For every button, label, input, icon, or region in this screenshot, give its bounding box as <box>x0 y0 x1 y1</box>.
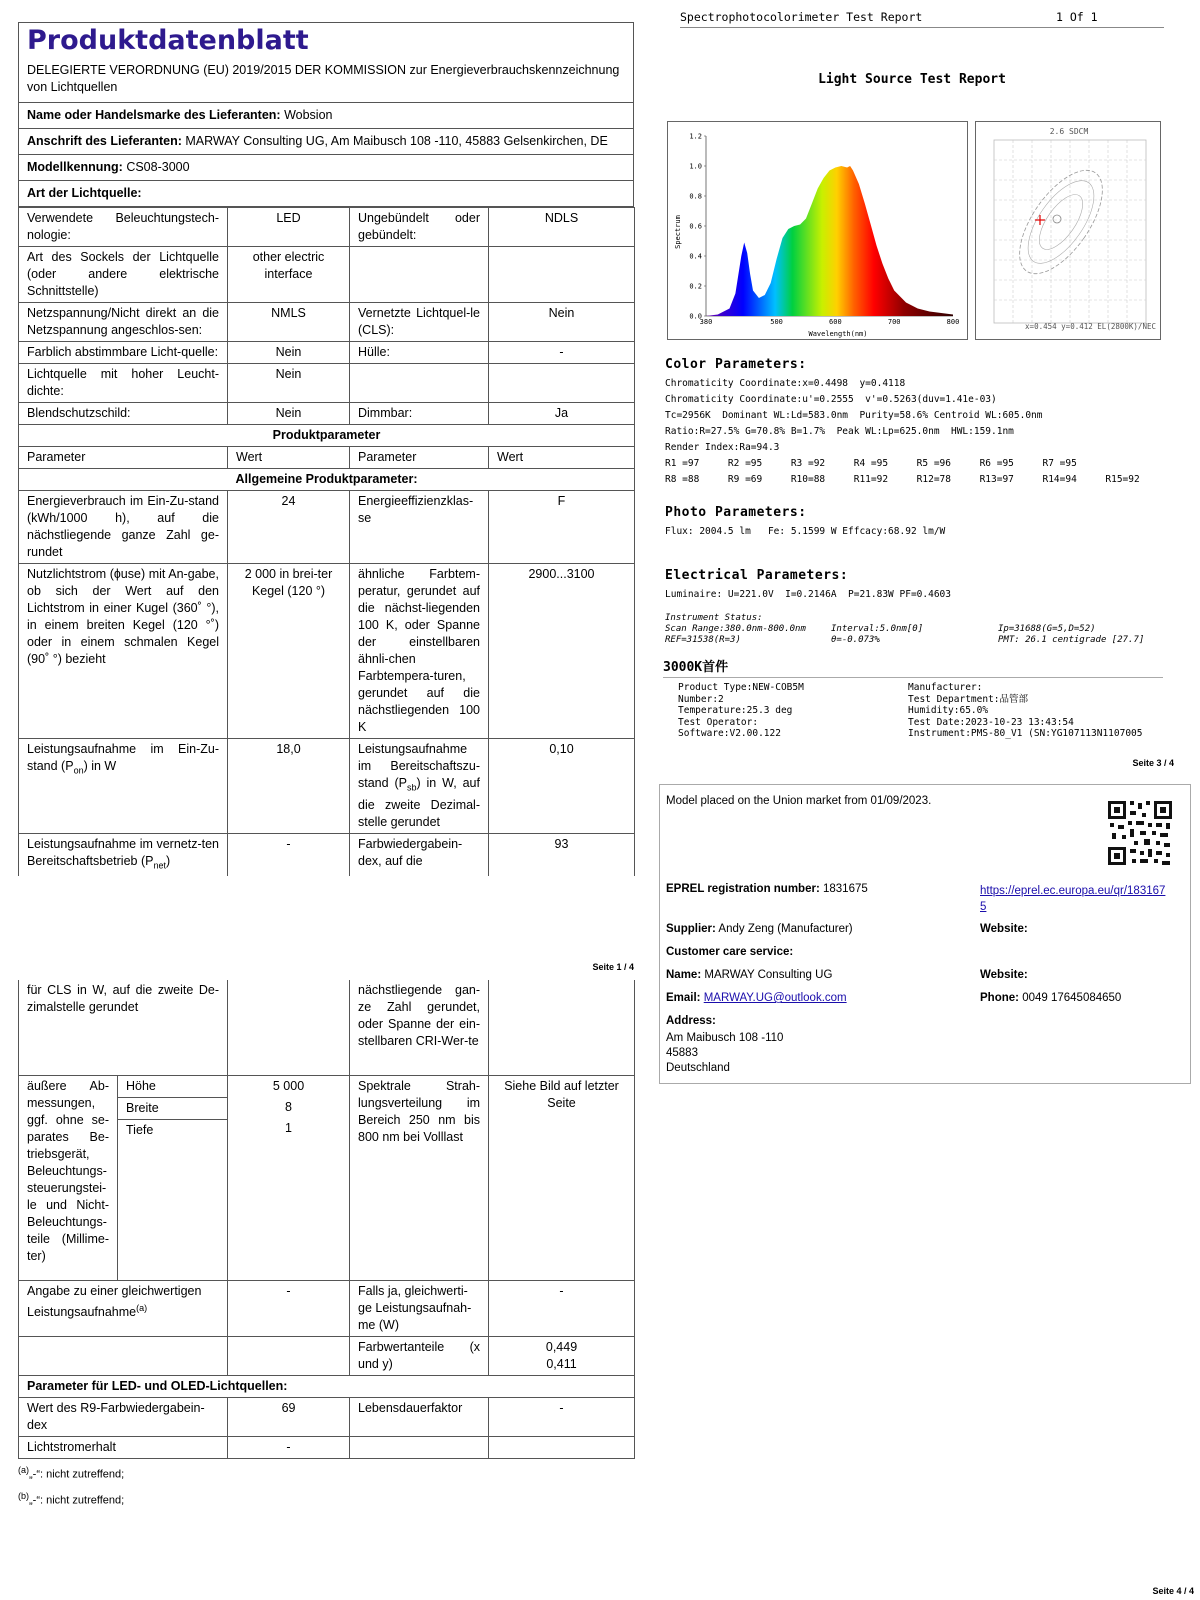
lightsource-value: Nein <box>489 303 635 342</box>
datasheet-table-2 <box>18 980 635 1459</box>
lightsource-label: Netzspannung/Nicht direkt an die Netzspannung angeschlos-sen: <box>19 303 228 342</box>
dim-breite-label: Breite <box>118 1098 227 1120</box>
flux-maint-label: Lichtstromerhalt <box>19 1436 228 1458</box>
lightsource-label: Ungebündelt oder gebündelt: <box>350 208 489 247</box>
lightsource-value <box>489 247 635 303</box>
model-label: Modellkennung: <box>27 160 123 174</box>
column-header-row <box>19 447 635 469</box>
general-param-label: Nutzlichtstrom (ɸuse) mit An-gabe, ob sich der Wert auf den Lichtstrom in einer Kugel (360˚ °), in einem breiten Kegel (120 °˚) oder in einem schmalen Kegel (90˚ °) bezieht <box>19 564 228 739</box>
led-params-header: Parameter für LED- und OLED-Lichtquellen: <box>19 1375 635 1397</box>
lightsource-row <box>19 364 635 403</box>
general-param-row <box>19 564 635 739</box>
datasheet-header-box <box>18 22 634 207</box>
footnote-b: $^{(b)}$„-“: nicht zutreffend; <box>18 1491 125 1507</box>
eprel-address-label: Address: <box>666 1015 716 1027</box>
x-tick-label: 380 <box>699 318 713 326</box>
address-label: Anschrift des Lieferanten: <box>27 134 182 148</box>
equiv-row <box>19 1280 635 1336</box>
sdcm-label: 2.6 SDCM <box>1049 127 1089 136</box>
instrument-col1: Instrument Status: Scan Range:380.0nm-800.0nm REF=31538(R=3) <box>665 613 806 645</box>
page-number-1: Seite 1 / 4 <box>592 962 634 972</box>
general-param-label: Energieeffizienzklas-se <box>350 491 489 564</box>
model-row <box>19 154 633 180</box>
footnote-a: $^{(a)}$„-“: nicht zutreffend; <box>18 1464 125 1481</box>
page-number-3: Seite 3 / 4 <box>1132 758 1174 768</box>
dimension-label: äußere Ab-messungen, ggf. ohne se-parates Be-triebsgerät, Beleuchtungs-steuerungstei-le und Nicht-Beleuchtungs-teile (Millime-ter) <box>19 1075 118 1280</box>
color-param-line: Chromaticity Coordinate:x=0.4498 y=0.4118 <box>665 378 906 389</box>
eprel-name: Name: MARWAY Consulting UG <box>666 969 833 981</box>
model-value: CS08-3000 <box>126 160 190 174</box>
y-tick-label: 1.2 <box>689 132 702 141</box>
pon-value: 18,0 <box>228 739 350 834</box>
eprel-reg: EPREL registration number: 1831675 <box>666 883 868 895</box>
r9-label: Wert des R9-Farbwiedergabein-dex <box>19 1397 228 1436</box>
col-wert-1: Wert <box>228 447 350 469</box>
r9-value: 69 <box>228 1397 350 1436</box>
report-header <box>680 10 1164 28</box>
spectrum-ylabel: Spectrum <box>674 215 682 249</box>
lightsource-value: Nein <box>228 342 350 364</box>
datasheet-subtitle: DELEGIERTE VERORDNUNG (EU) 2019/2015 DER KOMMISSION zur Energieverbrauchskennzeichnung von Lichtquellen <box>27 63 620 94</box>
eprel-email: Email: MARWAY.UG@outlook.com <box>666 992 847 1004</box>
lightsource-label: Hülle: <box>350 342 489 364</box>
y-tick-label: 1.0 <box>689 162 702 171</box>
pnet-label: Leistungsaufnahme im vernetz-ten Bereitschaftsbetrieb $(P_{net})$ <box>19 833 228 876</box>
dimension-names <box>118 1075 228 1280</box>
datasheet-table-1 <box>18 207 635 876</box>
life-value: - <box>489 1397 635 1436</box>
cri-label: Farbwiedergabein-dex, auf die <box>350 833 489 876</box>
spectral-value: Siehe Bild auf letzter Seite <box>489 1075 635 1280</box>
pnet-cont-row <box>19 980 635 1075</box>
xy-values: 0,449 0,411 <box>489 1336 635 1375</box>
y-tick-label: 0.6 <box>689 222 702 231</box>
email-link[interactable]: MARWAY.UG@outlook.com <box>703 992 847 1004</box>
spectrum-xticks <box>700 318 960 326</box>
col-wert-2: Wert <box>489 447 635 469</box>
supplier-value: Wobsion <box>284 108 333 122</box>
color-params-lines <box>665 376 1140 488</box>
life-label: Lebensdauerfaktor <box>350 1397 489 1436</box>
cie-caption: x=0.454 y=0.412 EL(2800K)/NEC <box>1025 322 1156 331</box>
lightsource-label <box>350 364 489 403</box>
color-param-line: Render Index:Ra=94.3 <box>665 442 780 453</box>
address-value: MARWAY Consulting UG, Am Maibusch 108 -110, 45883 Gelsenkirchen, DE <box>185 134 608 148</box>
lightsource-value: Ja <box>489 403 635 425</box>
customer-care-label: Customer care service: <box>666 946 794 958</box>
instrument-col2: Interval:5.0nm[0] θ=-0.073% <box>831 624 924 645</box>
address-row <box>19 128 633 154</box>
lightsource-value: other electric interface <box>228 247 350 303</box>
flux-maint-row <box>19 1436 635 1458</box>
dimension-values <box>228 1075 350 1280</box>
general-param-rows <box>19 491 635 739</box>
datasheet-page2 <box>18 980 634 1512</box>
general-param-row <box>19 491 635 564</box>
dim-tiefe-value: 1 <box>285 1120 292 1135</box>
xy-row <box>19 1336 635 1375</box>
product-info-right: Manufacturer: Test Department:品管部 Humidity:65.0% Test Date:2023-10-23 13:43:54 Instrument:PMS-80_V1 (SN:YG107113N1107005 <box>908 682 1143 739</box>
eprel-supplier: Supplier: Andy Zeng (Manufacturer) <box>666 923 853 935</box>
lightsource-value: Nein <box>228 403 350 425</box>
cie-svg <box>976 122 1162 341</box>
dim-tiefe-label: Tiefe <box>126 1122 154 1137</box>
pnet-row <box>19 833 635 876</box>
lightsource-label: Vernetzte Lichtquel-le (CLS): <box>350 303 489 342</box>
dim-breite-value: 8 <box>285 1099 292 1114</box>
lightsource-label: Verwendete Beleuchtungstech-nologie: <box>19 208 228 247</box>
equiv-value: - <box>228 1280 350 1336</box>
general-param-label: ähnliche Farbtem-peratur, gerundet auf die nächst-liegenden 100 K, oder Spanne der einstellbaren ähnli-chen Farbtempera-turen, gerundet auf die nächstliegenden 100 K <box>350 564 489 739</box>
color-param-line: Chromaticity Coordinate:u'=0.2555 v'=0.5263(duv=1.41e-03) <box>665 394 997 405</box>
eprel-website2-label: Website: <box>980 969 1028 981</box>
pnet-cont: für CLS in W, auf die zweite De-zimalstelle gerundet <box>19 980 228 1075</box>
general-param-value: F <box>489 491 635 564</box>
page-number-4: Seite 4 / 4 <box>1152 1586 1194 1596</box>
lightsource-value: Nein <box>228 364 350 403</box>
cri-cont: nächstliegende gan-ze Zahl gerundet, oder Spanne der ein-stellbaren CRI-Wer-te <box>350 980 489 1075</box>
general-param-value: 24 <box>228 491 350 564</box>
allgemeine-header: Allgemeine Produktparameter: <box>19 469 635 491</box>
supplier-row <box>19 102 633 128</box>
psb-value: 0,10 <box>489 739 635 834</box>
qr-code-icon[interactable] <box>1106 799 1174 867</box>
datasheet-page1 <box>18 22 634 876</box>
lightsource-row <box>19 342 635 364</box>
flux-maint-value: - <box>228 1436 350 1458</box>
equiv-label: Angabe zu einer gleichwertigen Leistungsaufnahme$^{(a)}$ <box>19 1280 228 1336</box>
dim-hoehe-label: Höhe <box>118 1076 227 1098</box>
elec-params-heading: Electrical Parameters: <box>665 568 849 583</box>
product-info-left: Product Type:NEW-COB5M Number:2 Temperature:25.3 deg Test Operator: Software:V2.00.122 <box>678 682 804 739</box>
lightsource-label: Blendschutzschild: <box>19 403 228 425</box>
photo-params-heading: Photo Parameters: <box>665 505 807 520</box>
x-tick-label: 600 <box>829 318 842 326</box>
report-title: Light Source Test Report <box>818 72 1006 87</box>
lightsource-value: - <box>489 342 635 364</box>
eprel-link[interactable]: https://eprel.ec.europa.eu/qr/1831675 <box>980 885 1166 913</box>
eprel-website-label: Website: <box>980 923 1028 935</box>
r9-row <box>19 1397 635 1436</box>
lightsource-row <box>19 403 635 425</box>
spectrum-xlabel: Wavelength(nm) <box>808 330 868 338</box>
product-title: 3000K首件 <box>663 656 1163 678</box>
lightsource-value: NDLS <box>489 208 635 247</box>
report-header-title: Spectrophotocolorimeter Test Report <box>680 10 923 24</box>
color-param-line: Tc=2956K Dominant WL:Ld=583.0nm Purity=58.6% Centroid WL:605.0nm <box>665 410 1043 421</box>
type-row <box>19 180 633 206</box>
y-tick-label: 0.0 <box>689 312 702 321</box>
measured-point-icon <box>1035 215 1045 225</box>
falls-label: Falls ja, gleichwerti-ge Leistungsaufnah-me (W) <box>350 1280 489 1336</box>
x-tick-label: 800 <box>946 318 960 326</box>
market-date: Model placed on the Union market from 01/09/2023. <box>666 795 932 807</box>
spectrum-yticks <box>689 133 706 321</box>
lightsource-label: Art des Sockels der Lichtquelle (oder andere elektrische Schnittstelle) <box>19 247 228 303</box>
produktparameter-header: Produktparameter <box>19 425 635 447</box>
eprel-address: Am Maibusch 108 -110 45883 Deutschland <box>666 1032 784 1074</box>
lightsource-value <box>489 364 635 403</box>
lightsource-row <box>19 208 635 247</box>
color-param-line: R8 =88 R9 =69 R10=88 R11=92 R12=78 R13=97 R14=94 R15=92 <box>665 474 1140 485</box>
color-param-line: Ratio:R=27.5% G=70.8% B=1.7% Peak WL:Lp=625.0nm HWL:159.1nm <box>665 426 1014 437</box>
psb-label: Leistungsaufnahme im Bereitschaftszu-stand $(P_{sb})$ in W, auf die zweite Dezimal-stelle gerundet <box>350 739 489 834</box>
eprel-box <box>659 784 1191 1084</box>
instrument-col3: Ip=31688(G=5,D=52) PMT: 26.1 centigrade [27.7] <box>998 624 1145 645</box>
color-param-line: R1 =97 R2 =95 R3 =92 R4 =95 R5 =96 R6 =95 R7 =95 <box>665 458 1077 469</box>
general-param-value: 2 000 in brei-ter Kegel (120 °) <box>228 564 350 739</box>
eprel-phone: Phone: 0049 17645084650 <box>980 992 1122 1004</box>
lightsource-row <box>19 247 635 303</box>
power-row <box>19 739 635 834</box>
y-tick-label: 0.2 <box>689 282 702 291</box>
cie-chart <box>975 121 1161 340</box>
lightsource-label: Farblich abstimmbare Licht-quelle: <box>19 342 228 364</box>
datasheet-title: Produktdatenblatt <box>27 25 309 56</box>
dim-hoehe-value: 5 000 <box>272 1078 305 1093</box>
y-tick-label: 0.4 <box>689 252 702 261</box>
general-param-label: Energieverbrauch im Ein-Zu-stand (kWh/1000 h), auf die nächstliegende ganze Zahl ge-rundet <box>19 491 228 564</box>
lightsource-label: Dimmbar: <box>350 403 489 425</box>
spectrum-area <box>706 166 953 316</box>
elec-params-line: Luminaire: U=221.0V I=0.2146A P=21.83W PF=0.4603 <box>665 589 951 600</box>
spectral-label: Spektrale Strah-lungsverteilung im Bereich 250 nm bis 800 nm bei Volllast <box>350 1075 489 1280</box>
x-tick-label: 700 <box>887 318 901 326</box>
lightsource-row <box>19 303 635 342</box>
photo-params-line: Flux: 2004.5 lm Fe: 5.1599 W Effcacy:68.92 lm/W <box>665 526 946 537</box>
lightsource-value: LED <box>228 208 350 247</box>
pnet-value: - <box>228 833 350 876</box>
spectrum-svg <box>668 122 969 341</box>
spectrum-chart <box>667 121 968 340</box>
xy-label: Farbwertanteile (x und y) <box>350 1336 489 1375</box>
pon-label: Leistungsaufnahme im Ein-Zu-stand $(P_{on})$ in W <box>19 739 228 834</box>
y-tick-label: 0.8 <box>689 192 702 201</box>
dimensions-row <box>19 1075 635 1280</box>
cri-value: 93 <box>489 833 635 876</box>
color-params-heading: Color Parameters: <box>665 357 807 372</box>
col-param-1: Parameter <box>19 447 228 469</box>
lightsource-label <box>350 247 489 303</box>
col-param-2: Parameter <box>350 447 489 469</box>
lightsource-label: Lichtquelle mit hoher Leucht-dichte: <box>19 364 228 403</box>
general-param-value: 2900...3100 <box>489 564 635 739</box>
type-label: Art der Lichtquelle: <box>27 186 142 200</box>
report-header-page: 1 Of 1 <box>1056 10 1098 24</box>
lightsource-rows <box>19 208 635 425</box>
lightsource-value: NMLS <box>228 303 350 342</box>
x-tick-label: 500 <box>770 318 783 326</box>
supplier-label: Name oder Handelsmarke des Lieferanten: <box>27 108 281 122</box>
falls-value: - <box>489 1280 635 1336</box>
